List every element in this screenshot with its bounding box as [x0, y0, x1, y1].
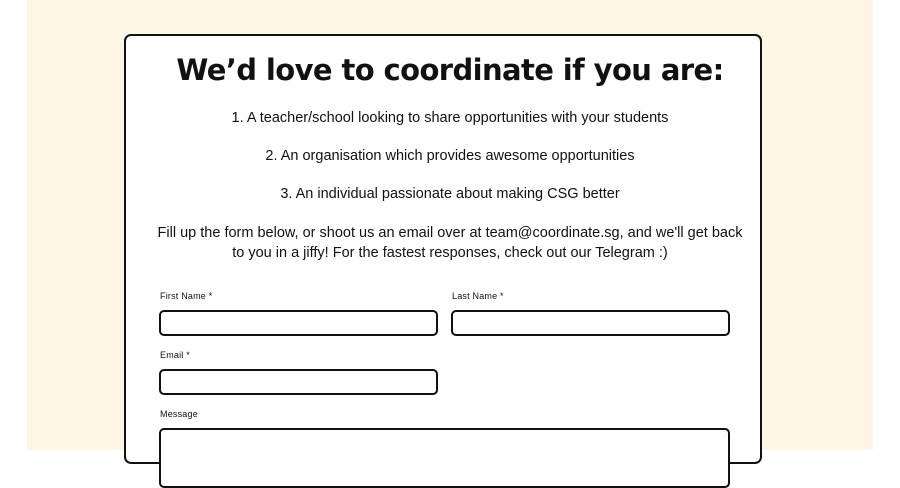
last-name-label: Last Name * — [452, 291, 504, 301]
email-field[interactable] — [159, 369, 438, 395]
first-name-label: First Name * — [160, 291, 213, 301]
message-field[interactable] — [159, 428, 730, 488]
first-name-field[interactable] — [159, 310, 438, 336]
list-item-individual: 3. An individual passionate about making CSG better — [280, 186, 620, 202]
intro-text: Fill up the form below, or shoot us an email over at team@coordinate.sg, and we'll get back to you in a jiffy! For the fastest responses, check out our Telegram :) — [157, 225, 743, 261]
page-title: We’d love to coordinate if you are: — [176, 53, 724, 87]
email-label: Email * — [160, 350, 190, 360]
message-label: Message — [160, 409, 198, 419]
list-item-organisation: 2. An organisation which provides awesome opportunities — [265, 148, 635, 164]
list-item-teacher: 1. A teacher/school looking to share opportunities with your students — [231, 110, 669, 126]
last-name-field[interactable] — [451, 310, 730, 336]
